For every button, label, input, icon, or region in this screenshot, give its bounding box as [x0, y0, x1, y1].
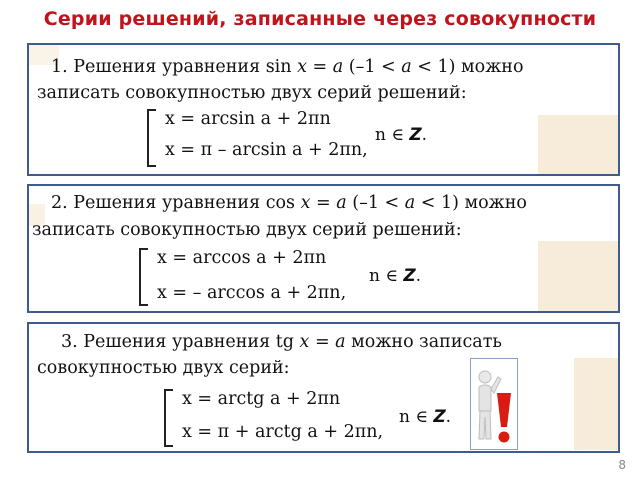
exclamation-figure-icon: [470, 358, 518, 450]
statement-tail: можно: [455, 57, 524, 77]
condition-end: .: [445, 407, 452, 427]
variable-a: a: [335, 332, 346, 352]
solution-series-1: x = arcsin a + 2πn: [165, 109, 331, 129]
item-number: 2.: [51, 193, 68, 213]
solution-series-2: x = π + arctg a + 2πn,: [182, 422, 384, 442]
statement-line-1: [29, 55, 618, 79]
system-bracket: [164, 389, 173, 447]
statement-line-2: совокупностью двух серий:: [37, 358, 290, 378]
condition-var: a: [401, 57, 412, 77]
integer-set: Z: [409, 125, 422, 145]
paper-texture: [538, 115, 618, 175]
item-number: 1.: [51, 57, 68, 77]
page-number: 8: [618, 458, 626, 472]
person-with-exclamation-icon: [471, 359, 516, 448]
statement-text: Решения уравнения tg: [77, 332, 300, 352]
condition-text: n ∈: [369, 266, 404, 286]
statement-line-1: [29, 191, 618, 215]
statement-line-1: [29, 330, 618, 354]
condition-close: < 1): [415, 193, 459, 213]
integer-condition: [375, 125, 427, 145]
item-number: 3.: [61, 332, 78, 352]
solution-series-2: x = – arccos a + 2πn,: [157, 283, 347, 303]
statement-text: Решения уравнения cos: [67, 193, 301, 213]
condition-open: (–1 <: [346, 193, 405, 213]
condition-end: .: [415, 266, 422, 286]
variable-x: x: [297, 57, 307, 77]
cos-solutions-box: [27, 184, 620, 313]
variable-a: a: [332, 57, 344, 77]
solution-series-1: x = arccos a + 2πn: [157, 248, 327, 268]
slide-title: Серии решений, записанные через совокупности: [43, 8, 597, 30]
integer-set: Z: [433, 407, 446, 427]
sin-solutions-box: [27, 43, 620, 176]
condition-text: n ∈: [375, 125, 410, 145]
equals-sign: =: [306, 57, 333, 77]
condition-text: n ∈: [399, 407, 434, 427]
solution-series-2: x = π – arcsin a + 2πn,: [165, 140, 368, 160]
integer-condition: [399, 407, 451, 427]
variable-x: x: [299, 332, 310, 352]
variable-a: a: [336, 193, 347, 213]
condition-close: < 1): [411, 57, 456, 77]
paper-texture: [538, 241, 618, 311]
equals-sign: =: [309, 332, 336, 352]
tg-solutions-box: [27, 322, 620, 453]
system-bracket: [147, 109, 156, 167]
integer-condition: [369, 266, 421, 286]
statement-tail: можно записать: [345, 332, 502, 352]
solution-series-1: x = arctg a + 2πn: [182, 389, 341, 409]
statement-text: Решения уравнения sin: [67, 57, 298, 77]
variable-x: x: [300, 193, 311, 213]
statement-tail: можно: [458, 193, 527, 213]
condition-end: .: [421, 125, 428, 145]
integer-set: Z: [403, 266, 416, 286]
equals-sign: =: [310, 193, 337, 213]
condition-var: a: [404, 193, 416, 213]
statement-line-2: записать совокупностью двух серий решений:: [32, 220, 462, 240]
system-bracket: [139, 248, 148, 306]
condition-open: (–1 <: [343, 57, 402, 77]
solution-system: [147, 107, 477, 171]
solution-system: [139, 246, 479, 310]
statement-line-2: записать совокупностью двух серий решений:: [37, 83, 467, 103]
